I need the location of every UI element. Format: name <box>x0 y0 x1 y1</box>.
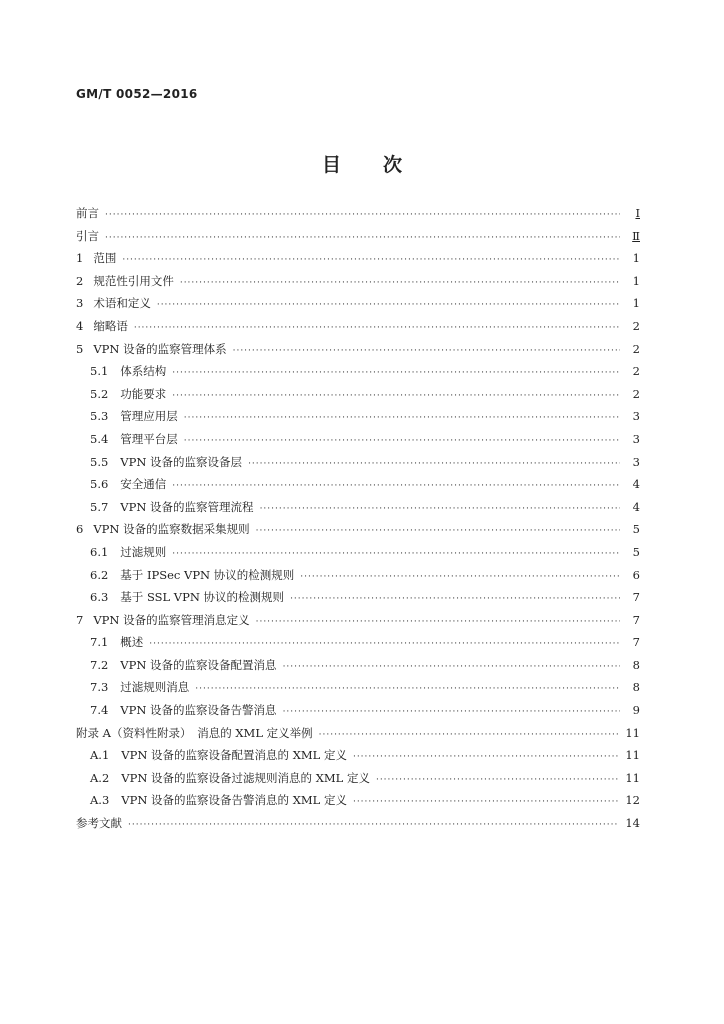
toc-leader-dots <box>353 797 619 807</box>
toc-entry-number: 7 <box>76 612 84 627</box>
toc-entry-title: 概述 <box>120 635 144 650</box>
toc-entry-title: VPN 设备的监察设备告警消息 <box>120 703 277 718</box>
toc-leader-dots <box>319 730 620 740</box>
toc-entry[interactable] <box>76 273 640 296</box>
toc-entry-title: 功能要求 <box>120 386 167 401</box>
toc-entry-number: 5.3 <box>90 409 109 424</box>
toc-entry-title: 术语和定义 <box>93 296 151 311</box>
toc-entry-number: 5.6 <box>90 477 109 492</box>
toc-entry-page-number: 2 <box>632 341 640 356</box>
toc-entry-number: A.2 <box>90 770 110 785</box>
toc-leader-dots <box>157 300 620 310</box>
toc-leader-dots <box>353 752 619 762</box>
toc-leader-dots <box>248 459 620 469</box>
title-char-1: 目 <box>321 154 341 176</box>
toc-entry[interactable] <box>76 725 640 748</box>
toc-entry-number: 5.1 <box>90 364 109 379</box>
toc-entry-title: 范围 <box>93 251 117 266</box>
toc-entry[interactable] <box>76 770 640 793</box>
toc-entry-title: VPN 设备的监察管理流程 <box>120 499 254 514</box>
toc-entry-page-number: 3 <box>632 409 640 424</box>
toc-entry-page-number: Ⅰ <box>635 206 640 220</box>
toc-entry[interactable] <box>76 454 640 477</box>
toc-entry[interactable] <box>76 612 640 635</box>
toc-entry-number: 5.4 <box>90 431 109 446</box>
toc-entry-number: 7.4 <box>90 703 109 718</box>
toc-entry[interactable] <box>76 634 640 657</box>
toc-entry-title: 附录 A（资料性附录） 消息的 XML 定义举例 <box>76 725 313 740</box>
toc-entry-title: 体系结构 <box>120 364 167 379</box>
toc-entry-title: VPN 设备的监察设备层 <box>120 454 243 469</box>
toc-entry[interactable] <box>76 792 640 815</box>
toc-leader-dots <box>195 684 620 694</box>
toc-entry-number: 3 <box>76 296 84 311</box>
toc-entry-page-number: 12 <box>625 793 640 808</box>
toc-entry-page-number: Ⅱ <box>632 228 640 243</box>
toc-entry-title: 过滤规则 <box>120 544 167 559</box>
toc-leader-dots <box>180 278 620 288</box>
toc-leader-dots <box>105 233 620 243</box>
toc-entry-page-number: 6 <box>632 567 640 582</box>
toc-leader-dots <box>260 504 620 514</box>
toc-entry-number: 6.2 <box>90 567 109 582</box>
toc-leader-dots <box>149 639 620 649</box>
toc-entry-page-number: 4 <box>632 499 640 514</box>
toc-entry-page-number: 3 <box>632 431 640 446</box>
toc-entry-number: A.3 <box>90 793 110 808</box>
toc-entry-page-number: 3 <box>632 454 640 469</box>
toc-entry[interactable] <box>76 476 640 499</box>
toc-entry-page-number: 1 <box>632 273 640 288</box>
toc-entry-number: A.1 <box>90 748 110 763</box>
toc-entry-page-number: 14 <box>625 816 640 831</box>
toc-entry-title: 缩略语 <box>93 318 128 333</box>
toc-entry-page-number: 2 <box>632 364 640 379</box>
toc-entry[interactable] <box>76 679 640 702</box>
toc-entry[interactable] <box>76 250 640 273</box>
toc-entry-page-number: 11 <box>625 725 640 740</box>
toc-entry[interactable] <box>76 318 640 341</box>
toc-entry-page-number: 7 <box>632 590 640 605</box>
toc-entry-title: 基于 SSL VPN 协议的检测规则 <box>120 590 285 605</box>
toc-entry[interactable] <box>76 431 640 454</box>
toc-entry-number: 7.2 <box>90 657 109 672</box>
toc-entry[interactable] <box>76 567 640 590</box>
toc-entry-title: 前言 <box>76 206 99 220</box>
toc-entry-number: 4 <box>76 318 84 333</box>
toc-entry-number: 5.7 <box>90 499 109 514</box>
toc-entry[interactable] <box>76 386 640 409</box>
toc-entry[interactable] <box>76 295 640 318</box>
toc-entry[interactable] <box>76 521 640 544</box>
toc-leader-dots <box>290 594 620 604</box>
toc-leader-dots <box>283 707 620 717</box>
toc-leader-dots <box>105 210 620 220</box>
toc-entry-number: 2 <box>76 273 84 288</box>
title-char-2: 次 <box>383 154 403 176</box>
toc-leader-dots <box>172 391 620 401</box>
toc-entry-page-number: 1 <box>632 296 640 311</box>
toc-entry-page-number: 11 <box>625 748 640 763</box>
toc-entry-page-number: 9 <box>632 703 640 718</box>
toc-entry-number: 5 <box>76 341 84 356</box>
toc-entry-title: 基于 IPSec VPN 协议的检测规则 <box>120 567 295 582</box>
toc-entry-title: VPN 设备的监察管理体系 <box>93 341 227 356</box>
toc-entry-number: 6.3 <box>90 590 109 605</box>
toc-entry[interactable] <box>76 341 640 364</box>
toc-entry[interactable] <box>76 228 640 251</box>
toc-entry-title: VPN 设备的监察数据采集规则 <box>93 522 250 537</box>
toc-entry-page-number: 11 <box>625 770 640 785</box>
toc-entry[interactable] <box>76 499 640 522</box>
toc-leader-dots <box>256 617 620 627</box>
page-title <box>0 150 724 177</box>
toc-entry-title: VPN 设备的监察管理消息定义 <box>93 612 250 627</box>
toc-leader-dots <box>283 662 620 672</box>
toc-entry-title: VPN 设备的监察设备配置消息的 XML 定义 <box>121 748 347 763</box>
toc-entry-number: 7.1 <box>90 635 109 650</box>
toc-leader-dots <box>233 346 620 356</box>
toc-leader-dots <box>122 255 620 265</box>
toc-entry-page-number: 4 <box>632 477 640 492</box>
toc-entry-title: 参考文献 <box>76 816 122 831</box>
toc-entry-title: 规范性引用文件 <box>93 273 174 288</box>
toc-entry-page-number: 7 <box>632 635 640 650</box>
toc-entry-page-number: 5 <box>632 544 640 559</box>
toc-entry-number: 7.3 <box>90 680 109 695</box>
toc-leader-dots <box>172 549 620 559</box>
toc-entry-page-number: 7 <box>632 612 640 627</box>
toc-entry-title: VPN 设备的监察设备过滤规则消息的 XML 定义 <box>121 770 370 785</box>
toc-entry-title: 管理平台层 <box>120 431 178 446</box>
toc-entry-title: 过滤规则消息 <box>120 680 190 695</box>
toc-entry-number: 6.1 <box>90 544 109 559</box>
toc-leader-dots <box>256 526 620 536</box>
toc-entry-page-number: 2 <box>632 386 640 401</box>
toc-entry-number: 6 <box>76 522 84 537</box>
toc-entry-number: 5.5 <box>90 454 109 469</box>
toc-entry-number: 5.2 <box>90 386 109 401</box>
toc-entry-page-number: 1 <box>632 251 640 266</box>
toc-leader-dots <box>184 436 620 446</box>
toc-entry-page-number: 8 <box>632 657 640 672</box>
toc-entry[interactable] <box>76 205 640 228</box>
toc-entry-title: 管理应用层 <box>120 409 178 424</box>
toc-entry-title: VPN 设备的监察设备配置消息 <box>120 657 277 672</box>
toc-leader-dots <box>376 775 619 785</box>
toc-leader-dots <box>300 572 620 582</box>
toc-entry[interactable] <box>76 747 640 770</box>
toc-entry[interactable] <box>76 544 640 567</box>
toc-leader-dots <box>172 481 620 491</box>
toc-entry[interactable] <box>76 657 640 680</box>
toc-entry[interactable] <box>76 589 640 612</box>
toc-entry-title: 安全通信 <box>120 477 167 492</box>
toc-entry-number: 1 <box>76 251 84 266</box>
standard-code-header: GM/T 0052—2016 <box>76 87 198 101</box>
toc-leader-dots <box>134 323 620 333</box>
toc-entry[interactable] <box>76 408 640 431</box>
toc-entry-title: VPN 设备的监察设备告警消息的 XML 定义 <box>121 793 347 808</box>
toc-leader-dots <box>128 820 619 830</box>
toc-entry-title: 引言 <box>76 228 99 243</box>
toc-entry[interactable] <box>76 363 640 386</box>
toc-leader-dots <box>172 368 620 378</box>
toc-entry[interactable] <box>76 815 640 838</box>
table-of-contents <box>76 205 640 838</box>
toc-leader-dots <box>184 413 620 423</box>
toc-entry-page-number: 2 <box>632 318 640 333</box>
toc-entry-page-number: 5 <box>632 522 640 537</box>
toc-entry-page-number: 8 <box>632 680 640 695</box>
toc-entry[interactable] <box>76 702 640 725</box>
